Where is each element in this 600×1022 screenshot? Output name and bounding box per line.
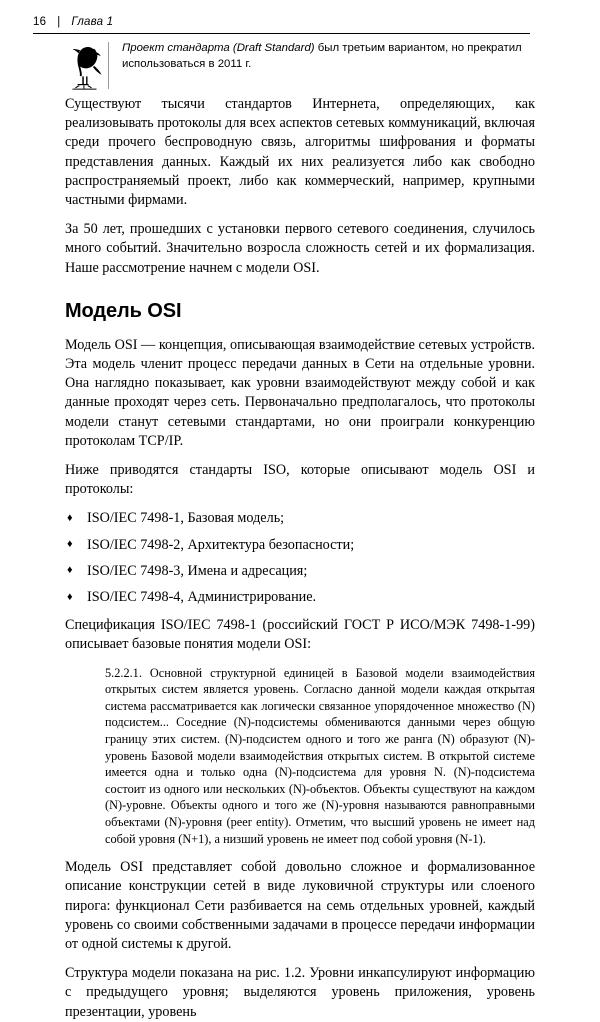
paragraph-7: Структура модели показана на рис. 1.2. Уровни инкапсулируют информацию с предыдущего уровня; выделяются уровень приложения, уровень презентации, уровень bbox=[65, 965, 535, 1020]
diamond-bullet-icon: ♦ bbox=[67, 538, 73, 551]
header-rule bbox=[33, 33, 530, 34]
page-number: 16 bbox=[33, 16, 47, 28]
paragraph-4: Ниже приводятся стандарты ISO, которые описывают модель OSI и протоколы: bbox=[65, 462, 535, 498]
section-heading: Модель OSI bbox=[65, 299, 182, 322]
callout-rest-text: был третьим вариантом, но прекратил использоваться в 2011 г. bbox=[122, 42, 522, 70]
paragraph-3: Модель OSI — концепция, описывающая взаимодействие сетевых устройств. Эта модель членит процесс передачи данных в Сети на отдельные уровни. Она наглядно показывает, как уровни взаимодействуют между собой и как данные проходят через сеть. Первоначально предполагалось, что протоколы модели станут сетевыми стандартами, но они проиграли конкуренцию протоколам TCP/IP. bbox=[65, 336, 535, 449]
list-item-label: ISO/IEC 7498-1, Базовая модель; bbox=[87, 510, 285, 527]
quotation-text: 5.2.2.1. Основной структурной единицей в Базовой модели взаимодействия открытых систем является уровень. Согласно данной модели каждая открытая система рассматривается как логически связанное упорядоченное множество (N) подсистем... Соседние (N)-подсистемы обмениваются данными через общую границу этих систем. (N)-подсистем одного и того же ранга (N) образуют (N)-уровень Базовой модели взаимодействия открытых систем. В открытой системе имеется одна и только одна (N)-подсистема для уровня N. (N)-подсистема состоит из одного или нескольких (N)-объектов. Объекты существуют на каждом (N)-уровне. Объекты одного и того же (N)-уровня называются равноправными объектами (N)-уровня (peer entity). Отметим, что высший уровень не имеет над собой уровня (N+1), а низший уровень не имеет под собой уровня (N-1). bbox=[105, 665, 535, 846]
standards-list bbox=[65, 509, 535, 607]
list-item-label: ISO/IEC 7498-3, Имена и адресация; bbox=[87, 562, 308, 579]
chapter-title: Глава 1 bbox=[71, 16, 114, 28]
diamond-bullet-icon: ♦ bbox=[67, 564, 73, 577]
diamond-bullet-icon: ♦ bbox=[67, 590, 73, 603]
list-item bbox=[65, 588, 535, 607]
paragraph-1: Существуют тысячи стандартов Интернета, определяющих, как реализовывать протоколы для всех аспектов сетевых коммуникаций, включая среди прочего беспроводную связь, алгоритмы шифрования и форматы представления данных. Каждый их них реализуется либо как свободно распространяемый проект, либо как коммерческий, например, крупными частными фирмами. bbox=[65, 96, 535, 209]
list-item bbox=[65, 509, 535, 528]
list-item-label: ISO/IEC 7498-2, Архитектура безопасности; bbox=[87, 536, 355, 553]
note-callout bbox=[62, 40, 535, 93]
body-column bbox=[65, 95, 535, 1022]
specification-quotation bbox=[65, 665, 535, 848]
header-separator: | bbox=[57, 16, 61, 28]
paragraph-6: Модель OSI представляет собой довольно сложное и формализованное описание конструкции сетей в виде луковичной структуры или слоеного пирога: функционал Сети разбивается на семь отдельных уровней, каждый уровень со своими собственными задачами в процессе передачи информации от одной системы к другой. bbox=[65, 859, 535, 953]
diamond-bullet-icon: ♦ bbox=[67, 511, 73, 524]
page-header bbox=[33, 16, 530, 28]
list-item bbox=[65, 536, 535, 555]
callout-lead-text: Проект стандарта (Draft Standard) bbox=[122, 42, 315, 54]
crow-icon bbox=[62, 41, 108, 93]
list-item-label: ISO/IEC 7498-4, Администрирование. bbox=[87, 589, 317, 606]
callout-text bbox=[109, 40, 535, 72]
paragraph-2: За 50 лет, прошедших с установки первого сетевого соединения, случилось много событий. Значительно возросла сложность сетей и их формализация. Наше рассмотрение начнем с модели OSI. bbox=[65, 221, 535, 276]
list-item bbox=[65, 562, 535, 581]
paragraph-5: Спецификация ISO/IEC 7498-1 (российский ГОСТ Р ИСО/МЭК 7498-1-99) описывает базовые понятия модели OSI: bbox=[65, 617, 535, 653]
